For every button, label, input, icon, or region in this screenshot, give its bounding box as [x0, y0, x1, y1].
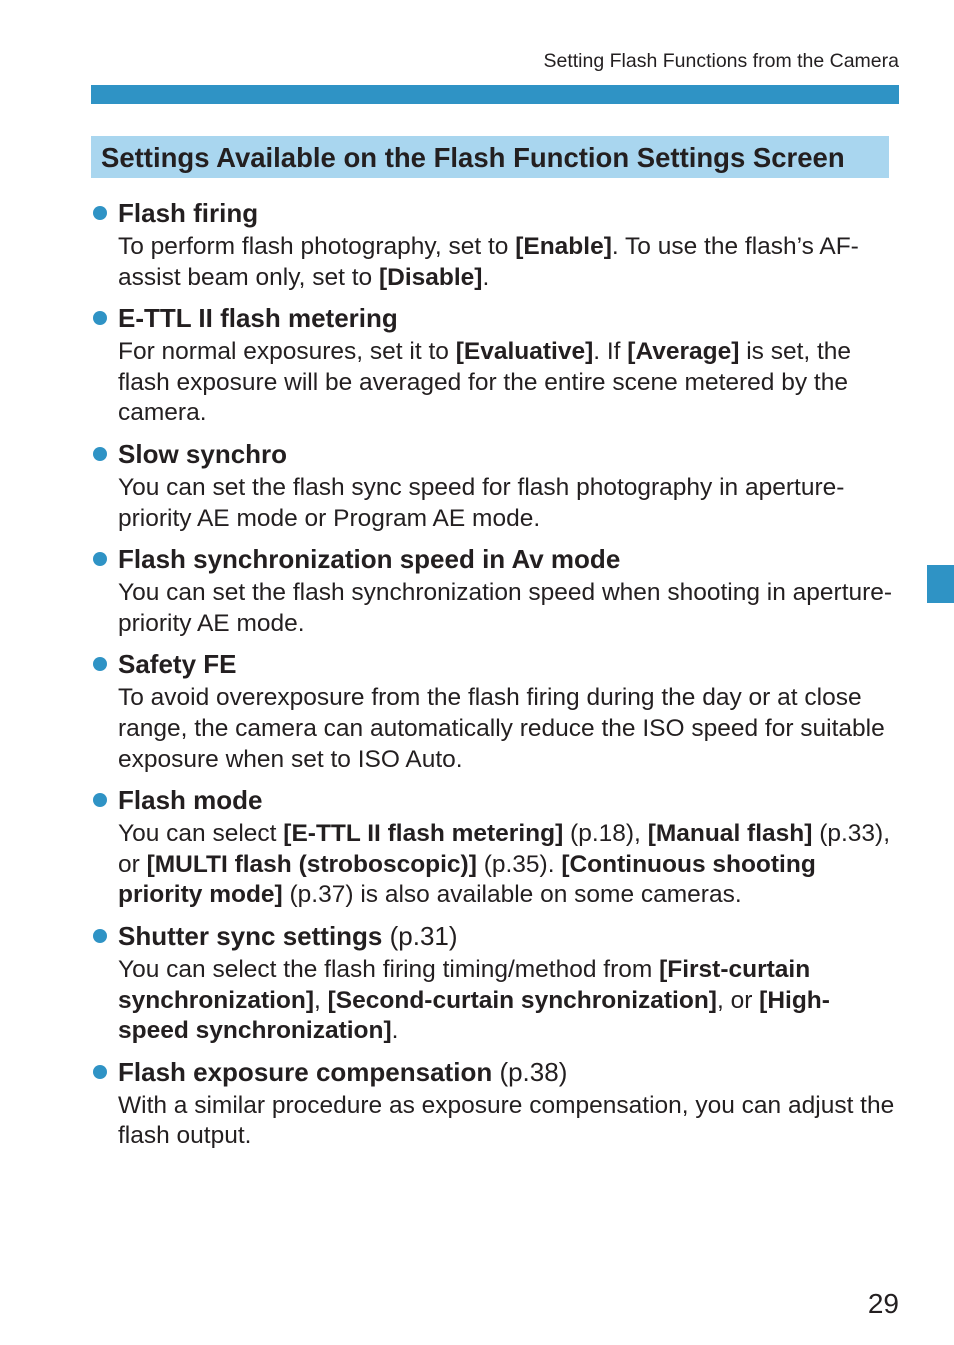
- description-text: is set, the flash exposure will be averaged for the entire scene metered by the camera.: [118, 338, 852, 427]
- setting-description: [118, 683, 899, 775]
- description-text: (p.33), or: [118, 820, 891, 878]
- description-text: To perform flash photography, set to: [118, 233, 516, 260]
- setting-title: [91, 1055, 899, 1089]
- setting-title-text: Flash exposure compensation: [118, 1056, 493, 1087]
- item-spacer: [91, 534, 899, 542]
- description-text: To avoid overexposure from the flash firing during the day or at close range, the camera can automatically reduce the ISO speed for suitable exposure when set to ISO Auto.: [118, 684, 885, 773]
- setting-description: [118, 819, 899, 911]
- description-text: (p.37) is also available on some cameras.: [282, 881, 742, 909]
- bullet-dot-icon: [93, 657, 107, 671]
- setting-title: [91, 783, 899, 817]
- description-text: . To use the flash’s AF-assist beam only, set to: [118, 233, 859, 291]
- setting-title: [91, 647, 899, 681]
- option-name: [Manual flash]: [647, 820, 813, 848]
- setting-title: [91, 301, 899, 335]
- option-name: [Continuous shooting priority mode]: [118, 850, 816, 909]
- bullet-dot-icon: [93, 929, 107, 943]
- setting-description: [118, 1091, 899, 1152]
- setting-item: [91, 1055, 899, 1152]
- option-name: [Enable]: [515, 233, 612, 260]
- chapter-side-tab: [927, 565, 954, 603]
- setting-title-text: Flash firing: [118, 198, 259, 228]
- option-name: [E-TTL II flash metering]: [283, 820, 564, 848]
- setting-title: [91, 437, 899, 471]
- option-name: [MULTI flash (stroboscopic)]: [146, 850, 477, 878]
- description-text: You can set the flash synchronization speed when shooting in aperture-priority AE mode.: [118, 579, 893, 637]
- option-name: [High-speed synchronization]: [118, 986, 830, 1045]
- setting-title-text: Slow synchro: [118, 438, 288, 469]
- setting-description: [118, 578, 899, 639]
- item-spacer: [91, 639, 899, 647]
- setting-title: [91, 542, 899, 576]
- setting-description: [118, 337, 899, 429]
- description-text: For normal exposures, set it to: [118, 338, 456, 366]
- setting-item: [91, 301, 899, 437]
- setting-item: [91, 437, 899, 542]
- setting-title-text: Flash synchronization speed in Av mode: [118, 544, 621, 575]
- bullet-dot-icon: [93, 311, 107, 325]
- description-text: , or: [716, 986, 760, 1014]
- description-text: You can select: [118, 820, 284, 848]
- description-text: (p.18),: [563, 820, 648, 848]
- setting-item: [91, 542, 899, 647]
- setting-description: [118, 473, 899, 534]
- running-head: Setting Flash Functions from the Camera: [543, 50, 899, 72]
- setting-description: [118, 955, 899, 1047]
- page-reference: (p.38): [492, 1056, 568, 1087]
- setting-title-text: Flash mode: [118, 785, 263, 816]
- item-spacer: [91, 1047, 899, 1055]
- description-text: . If: [593, 338, 628, 366]
- description-text: (p.35).: [476, 850, 562, 878]
- setting-item: [91, 647, 899, 783]
- description-text: .: [482, 263, 490, 291]
- option-name: [Disable]: [379, 263, 483, 291]
- option-name: [Second-curtain synchronization]: [327, 986, 717, 1014]
- page-number: 29: [867, 1288, 899, 1319]
- bullet-dot-icon: [93, 552, 107, 566]
- setting-item: [91, 919, 899, 1055]
- setting-title: [91, 196, 899, 230]
- bullet-dot-icon: [93, 1065, 107, 1079]
- header-accent-bar: [91, 85, 899, 104]
- bullet-dot-icon: [93, 447, 107, 461]
- description-text: With a similar procedure as exposure compensation, you can adjust the flash output.: [118, 1091, 895, 1150]
- setting-title-text: E-TTL II flash metering: [118, 303, 398, 334]
- setting-description: [118, 232, 899, 293]
- option-name: [First-curtain synchronization]: [118, 955, 811, 1014]
- item-spacer: [91, 429, 899, 437]
- setting-item: [91, 196, 899, 301]
- bullet-dot-icon: [93, 206, 107, 220]
- item-spacer: [91, 775, 899, 783]
- page-reference: (p.31): [382, 920, 458, 951]
- description-text: ,: [314, 986, 328, 1014]
- description-text: You can select the flash firing timing/method from: [118, 955, 660, 983]
- settings-list: [91, 196, 899, 1152]
- setting-title-text: Safety FE: [118, 649, 237, 680]
- setting-title-text: Shutter sync settings: [118, 920, 383, 951]
- bullet-dot-icon: [93, 793, 107, 807]
- description-text: .: [391, 1017, 399, 1045]
- setting-title: [91, 919, 899, 953]
- item-spacer: [91, 911, 899, 919]
- description-text: You can set the flash sync speed for flash photography in aperture-priority AE mode or Program AE mode.: [118, 473, 845, 532]
- item-spacer: [91, 293, 899, 301]
- option-name: [Evaluative]: [455, 338, 594, 366]
- option-name: [Average]: [627, 338, 740, 366]
- section-title: Settings Available on the Flash Function Settings Screen: [91, 136, 889, 178]
- setting-item: [91, 783, 899, 919]
